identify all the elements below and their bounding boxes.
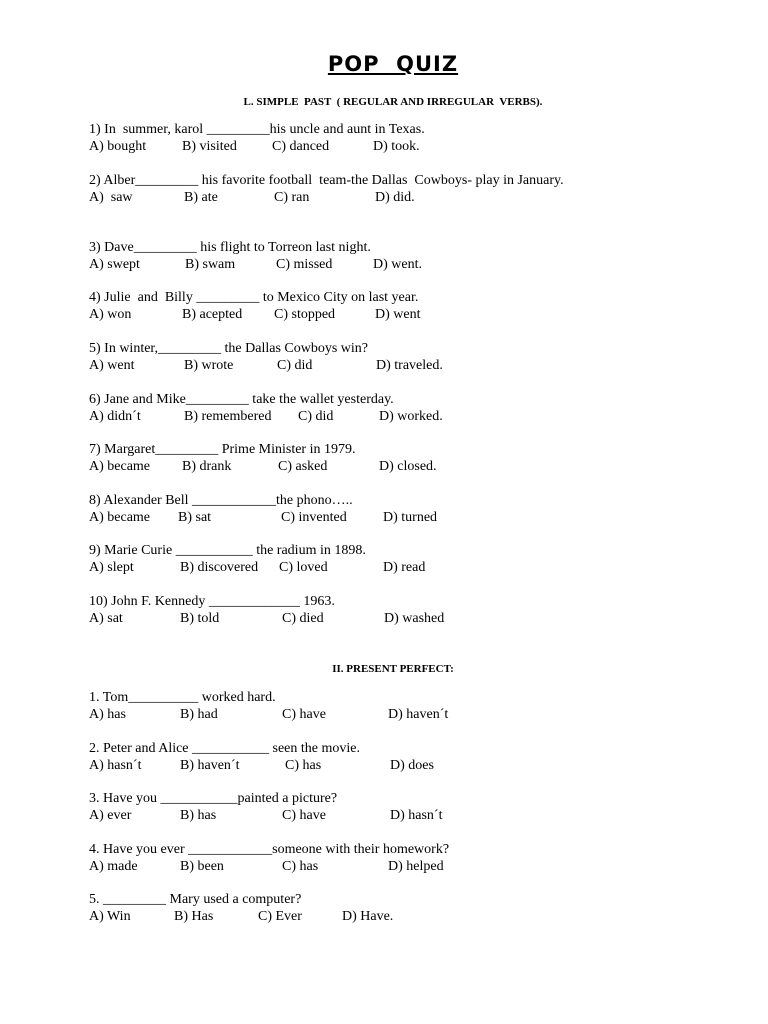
answer-option-c[interactable]: C) asked [278, 459, 328, 474]
answer-option-d[interactable]: D) does [390, 758, 434, 773]
answer-option-d[interactable]: D) Have. [342, 909, 394, 924]
question-text: 9) Marie Curie ___________ the radium in 1898. [89, 543, 366, 558]
question-item [89, 740, 569, 774]
question-item [89, 593, 569, 627]
question-item [89, 841, 569, 875]
answer-option-c[interactable]: C) have [282, 808, 326, 823]
answer-option-a[interactable]: A) bought [89, 139, 147, 154]
answer-option-c[interactable]: C) loved [279, 560, 328, 575]
answer-option-c[interactable]: C) Ever [258, 909, 302, 924]
answer-option-d[interactable]: D) traveled. [376, 358, 443, 373]
answer-option-b[interactable]: B) been [180, 859, 224, 874]
question-text: 2. Peter and Alice ___________ seen the movie. [89, 741, 360, 756]
question-item [89, 891, 569, 925]
answer-option-b[interactable]: B) swam [185, 257, 236, 272]
question-text: 4) Julie and Billy _________ to Mexico City on last year. [89, 290, 419, 305]
answer-options [89, 306, 569, 323]
answer-option-d[interactable]: D) helped [388, 859, 444, 874]
answer-options [89, 408, 569, 425]
answer-option-a[interactable]: A) saw [89, 190, 133, 205]
question-text: 3. Have you ___________painted a picture? [89, 791, 338, 806]
answer-options [89, 256, 569, 273]
answer-option-b[interactable]: B) wrote [184, 358, 234, 373]
answer-option-c[interactable]: C) have [282, 707, 326, 722]
question-text: 6) Jane and Mike_________ take the wallet yesterday. [89, 392, 394, 407]
answer-option-c[interactable]: C) missed [276, 257, 333, 272]
answer-option-a[interactable]: A) made [89, 859, 138, 874]
question-item [89, 689, 569, 723]
answer-options [89, 138, 569, 155]
question-text: 1. Tom__________ worked hard. [89, 690, 276, 705]
answer-option-d[interactable]: D) went [375, 307, 421, 322]
answer-option-d[interactable]: D) did. [375, 190, 415, 205]
question-text: 3) Dave_________ his flight to Torreon last night. [89, 240, 371, 255]
answer-option-c[interactable]: C) danced [272, 139, 330, 154]
answer-option-b[interactable]: B) haven´t [180, 758, 240, 773]
answer-option-a[interactable]: A) slept [89, 560, 134, 575]
answer-option-a[interactable]: A) became [89, 459, 151, 474]
answer-options [89, 610, 569, 627]
answer-option-a[interactable]: A) sat [89, 611, 123, 626]
answer-option-a[interactable]: A) Win [89, 909, 131, 924]
answer-options [89, 807, 569, 824]
answer-option-b[interactable]: B) had [180, 707, 218, 722]
question-text: 10) John F. Kennedy _____________ 1963. [89, 594, 335, 609]
answer-option-a[interactable]: A) has [89, 707, 126, 722]
answer-option-b[interactable]: B) sat [178, 510, 212, 525]
answer-option-b[interactable]: B) Has [174, 909, 214, 924]
question-item [89, 340, 569, 374]
question-item [89, 172, 569, 206]
page-title: POP QUIZ [327, 52, 459, 76]
answer-option-a[interactable]: A) didn´t [89, 409, 141, 424]
answer-option-a[interactable]: A) hasn´t [89, 758, 142, 773]
answer-option-a[interactable]: A) went [89, 358, 135, 373]
answer-option-a[interactable]: A) won [89, 307, 132, 322]
answer-options [89, 458, 569, 475]
question-text: 5) In winter,_________ the Dallas Cowboys win? [89, 341, 369, 356]
answer-option-b[interactable]: B) told [180, 611, 220, 626]
answer-option-b[interactable]: B) remembered [184, 409, 272, 424]
answer-option-b[interactable]: B) discovered [180, 560, 259, 575]
answer-option-d[interactable]: D) went. [373, 257, 422, 272]
question-item [89, 790, 569, 824]
answer-option-d[interactable]: D) took. [373, 139, 420, 154]
answer-option-d[interactable]: D) worked. [379, 409, 443, 424]
answer-option-d[interactable]: D) hasn´t [390, 808, 443, 823]
question-text: 4. Have you ever ____________someone with their homework? [89, 842, 450, 857]
question-text: 8) Alexander Bell ____________the phono….. [89, 493, 353, 508]
answer-option-c[interactable]: C) has [285, 758, 322, 773]
answer-option-d[interactable]: D) haven´t [388, 707, 449, 722]
question-item [89, 289, 569, 323]
question-item [89, 391, 569, 425]
answer-option-a[interactable]: A) swept [89, 257, 140, 272]
answer-option-c[interactable]: C) did [298, 409, 334, 424]
answer-options [89, 858, 569, 875]
question-text: 5. _________ Mary used a computer? [89, 892, 302, 907]
answer-option-d[interactable]: D) read [383, 560, 426, 575]
answer-option-b[interactable]: B) has [180, 808, 217, 823]
answer-option-c[interactable]: C) stopped [274, 307, 336, 322]
question-text: 1) In summer, karol _________his uncle and aunt in Texas. [89, 122, 425, 137]
question-item [89, 239, 569, 273]
answer-options [89, 757, 569, 774]
answer-option-a[interactable]: A) ever [89, 808, 132, 823]
answer-options [89, 559, 569, 576]
question-text: 7) Margaret_________ Prime Minister in 1979. [89, 442, 356, 457]
answer-option-d[interactable]: D) washed [384, 611, 445, 626]
question-item [89, 121, 569, 155]
answer-options [89, 509, 569, 526]
answer-option-c[interactable]: C) has [282, 859, 319, 874]
answer-option-c[interactable]: C) died [282, 611, 324, 626]
answer-option-d[interactable]: D) closed. [379, 459, 437, 474]
question-item [89, 492, 569, 526]
answer-options [89, 357, 569, 374]
section-heading-present-perfect: II. PRESENT PERFECT: [332, 663, 454, 675]
answer-option-b[interactable]: B) acepted [182, 307, 243, 322]
answer-options [89, 908, 569, 925]
answer-option-b[interactable]: B) visited [182, 139, 237, 154]
question-item [89, 441, 569, 475]
answer-options [89, 189, 569, 206]
answer-option-c[interactable]: C) invented [281, 510, 347, 525]
question-text: 2) Alber_________ his favorite football team-the Dallas Cowboys- play in January. [89, 173, 564, 188]
answer-option-a[interactable]: A) became [89, 510, 151, 525]
question-item [89, 542, 569, 576]
answer-option-d[interactable]: D) turned [383, 510, 438, 525]
section-heading-simple-past: L. SIMPLE PAST ( REGULAR AND IRREGULAR VERBS). [243, 96, 543, 108]
answer-option-c[interactable]: C) ran [274, 190, 310, 205]
answer-option-c[interactable]: C) did [277, 358, 313, 373]
answer-option-b[interactable]: B) drank [182, 459, 232, 474]
answer-options [89, 706, 569, 723]
answer-option-b[interactable]: B) ate [184, 190, 218, 205]
